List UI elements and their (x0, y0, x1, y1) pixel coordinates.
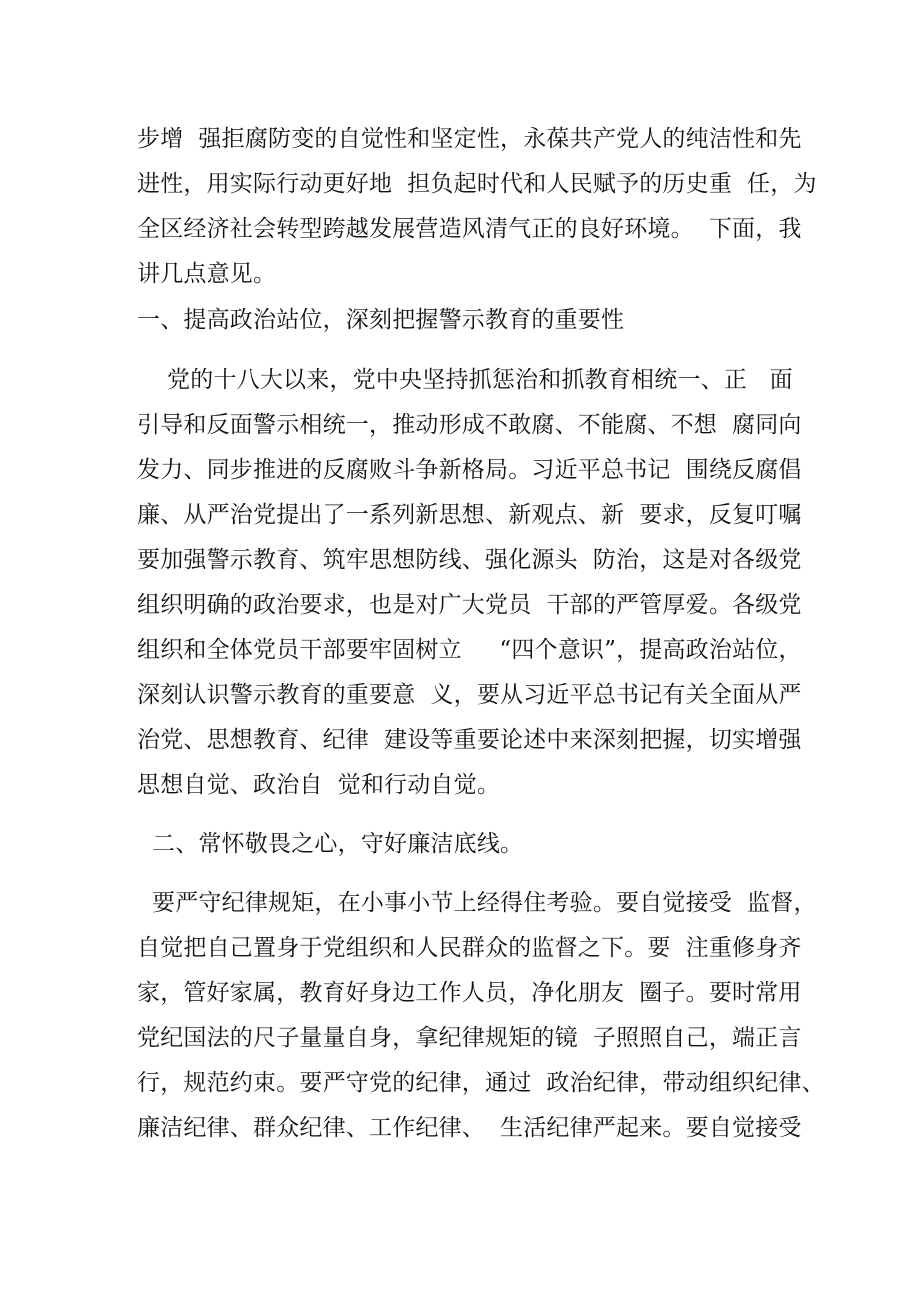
text-line: 思想自觉、政治自 觉和行动自觉。 (137, 772, 501, 798)
text-line: 组织明确的政治要求，也是对广大党员 干部的严管厚爱。各级党 (137, 592, 802, 618)
text-line: 党的十八大以来，党中央坚持抓惩治和抓教育相统一、正 面 (137, 367, 793, 393)
text-line: 党纪国法的尺子量量自身，拿纪律规矩的镜 子照照自己，端正言 (137, 1025, 802, 1051)
text-line: 要加强警示教育、筑牢思想防线、强化源头 防治，这是对各级党 (137, 547, 802, 573)
text-line: 发力、同步推进的反腐败斗争新格局。习近平总书记 围绕反腐倡 (137, 457, 802, 483)
text-line: 廉、从严治党提出了一系列新思想、新观点、新 要求，反复叮嘱 (137, 502, 802, 528)
text-line: 治党、思想教育、纪律 建设等重要论述中来深刻把握，切实增强 (137, 727, 802, 753)
text-line: 步增 强拒腐防变的自觉性和坚定性，永葆共产党人的纯洁性和先 (137, 126, 802, 152)
text-line: 进性，用实际行动更好地 担负起时代和人民赋予的历史重 任，为 (137, 171, 817, 197)
text-line: 要严守纪律规矩，在小事小节上经得住考验。要自觉接受 监督， (137, 890, 817, 916)
text-line: 家，管好家属，教育好身边工作人员，净化朋友 圈子。要时常用 (137, 980, 802, 1006)
section-heading-2: 二、常怀敬畏之心，守好廉洁底线。 (137, 831, 524, 857)
text-line: 廉洁纪律、群众纪律、工作纪律、 生活纪律严起来。要自觉接受 (137, 1115, 802, 1141)
section-heading-1: 一、提高政治站位，深刻把握警示教育的重要性 (137, 307, 625, 333)
text-line: 讲几点意见。 (137, 261, 277, 287)
text-line: 自觉把自己置身于党组织和人民群众的监督之下。要 注重修身齐 (137, 935, 802, 961)
text-line: 深刻认识警示教育的重要意 义，要从习近平总书记有关全面从严 (137, 682, 802, 708)
text-line: 行，规范约束。要严守党的纪律，通过 政治纪律，带动组织纪律、 (137, 1070, 825, 1096)
text-line: 全区经济社会转型跨越发展营造风清气正的良好环境。 下面，我 (137, 216, 802, 242)
text-line: 引导和反面警示相统一，推动形成不敢腐、不能腐、不想 腐同向 (137, 412, 802, 438)
text-line: 组织和全体党员干部要牢固树立 “四个意识”，提高政治站位， (137, 637, 802, 663)
